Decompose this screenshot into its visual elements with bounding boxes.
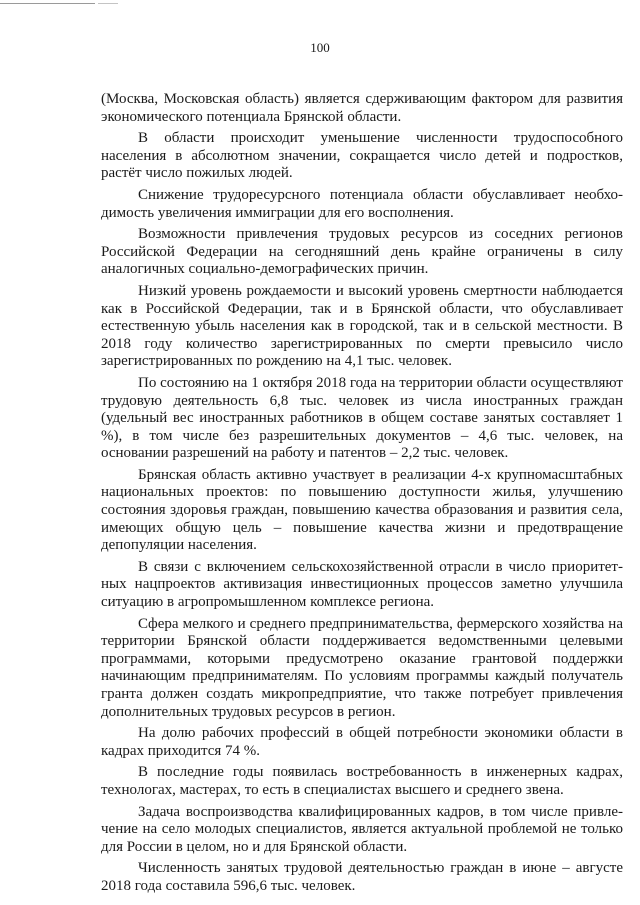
paragraph: Снижение трудоресурсного потенциала области обуславливает необходимость увеличения иммиграции для его восполнения. <box>101 186 623 221</box>
paragraph: В последние годы появилась востребованность в инженерных кадрах, технологах, мастерах, то есть в специалистах высшего и среднего звена. <box>101 764 623 798</box>
paragraph: (Москва, Московская область) является сдерживающим фактором для развития экономического потенциала Брянской области. <box>101 91 623 125</box>
paragraph: Низкий уровень рождаемости и высокий уровень смертности наблюдается как в Российской Федерации, так и в Брянской области, что обуславливает естественную убыль населения как в городской, так и в сельской местности. В 2018 году количество зарегистрированных по смерти превысило число зарегистрированных по рождению на 4,1 тыс. человек. <box>101 282 623 370</box>
scan-edge-line-faint <box>98 3 118 4</box>
paragraph: В связи с включением сельскохозяйственной отрасли в число приоритетных нацпроектов активизация инвестиционных процессов заметно улучшила ситуацию в агропромышленном комплексе региона. <box>101 558 623 611</box>
scan-edge-line <box>0 3 95 4</box>
page-number: 100 <box>310 40 330 55</box>
page-body <box>101 91 623 900</box>
paragraph: Возможности привлечения трудовых ресурсов из соседних регионов Российской Федерации на сегодняшний день крайне ограничены в силу аналогичных социально-демографических причин. <box>101 226 623 278</box>
paragraph: На долю рабочих профессий в общей потребности экономики области в кадрах приходится 74 %. <box>101 725 623 759</box>
paragraph: Задача воспроизводства квалифицированных кадров, в том числе привлечение на село молодых специалистов, является актуальной проблемой не только для России в целом, но и для Брянской области. <box>101 803 623 855</box>
paragraph: Сфера мелкого и среднего предпринимательства, фермерского хозяйства на территории Брянской области поддерживается ведомственными целевыми программами, которыми предусмотрено оказание грантовой поддержки начинающим предпринимателям. По условиям программы каждый получатель гранта должен создать микропредприятие, что также потребует привлечения дополнительных трудовых ресурсов в регион. <box>101 615 623 720</box>
paragraph: Брянская область активно участвует в реализации 4-х крупномасштабных национальных проектов: по повышению доступности жилья, улучшению состояния здоровья граждан, повышению качества образования и развития села, имеющих общую цель – повышение качества жизни и предотвращение депопуляции населения. <box>101 466 623 554</box>
paragraph: В области происходит уменьшение численности трудоспособного населения в абсолютном значении, сокращается число детей и подростков, растёт число пожилых людей. <box>101 130 623 182</box>
paragraph: По состоянию на 1 октября 2018 года на территории области осуществляют трудовую деятельность 6,8 тыс. человек из числа иностранных граждан (удельный вес иностранных работников в общем составе занятых составляет 1 %), в том числе без разрешительных документов – 4,6 тыс. человек, на основании разрешений на работу и патентов – 2,2 тыс. человек. <box>101 374 623 462</box>
paragraph: Численность занятых трудовой деятельностью граждан в июне – августе 2018 года составила 596,6 тыс. человек. <box>101 860 623 894</box>
